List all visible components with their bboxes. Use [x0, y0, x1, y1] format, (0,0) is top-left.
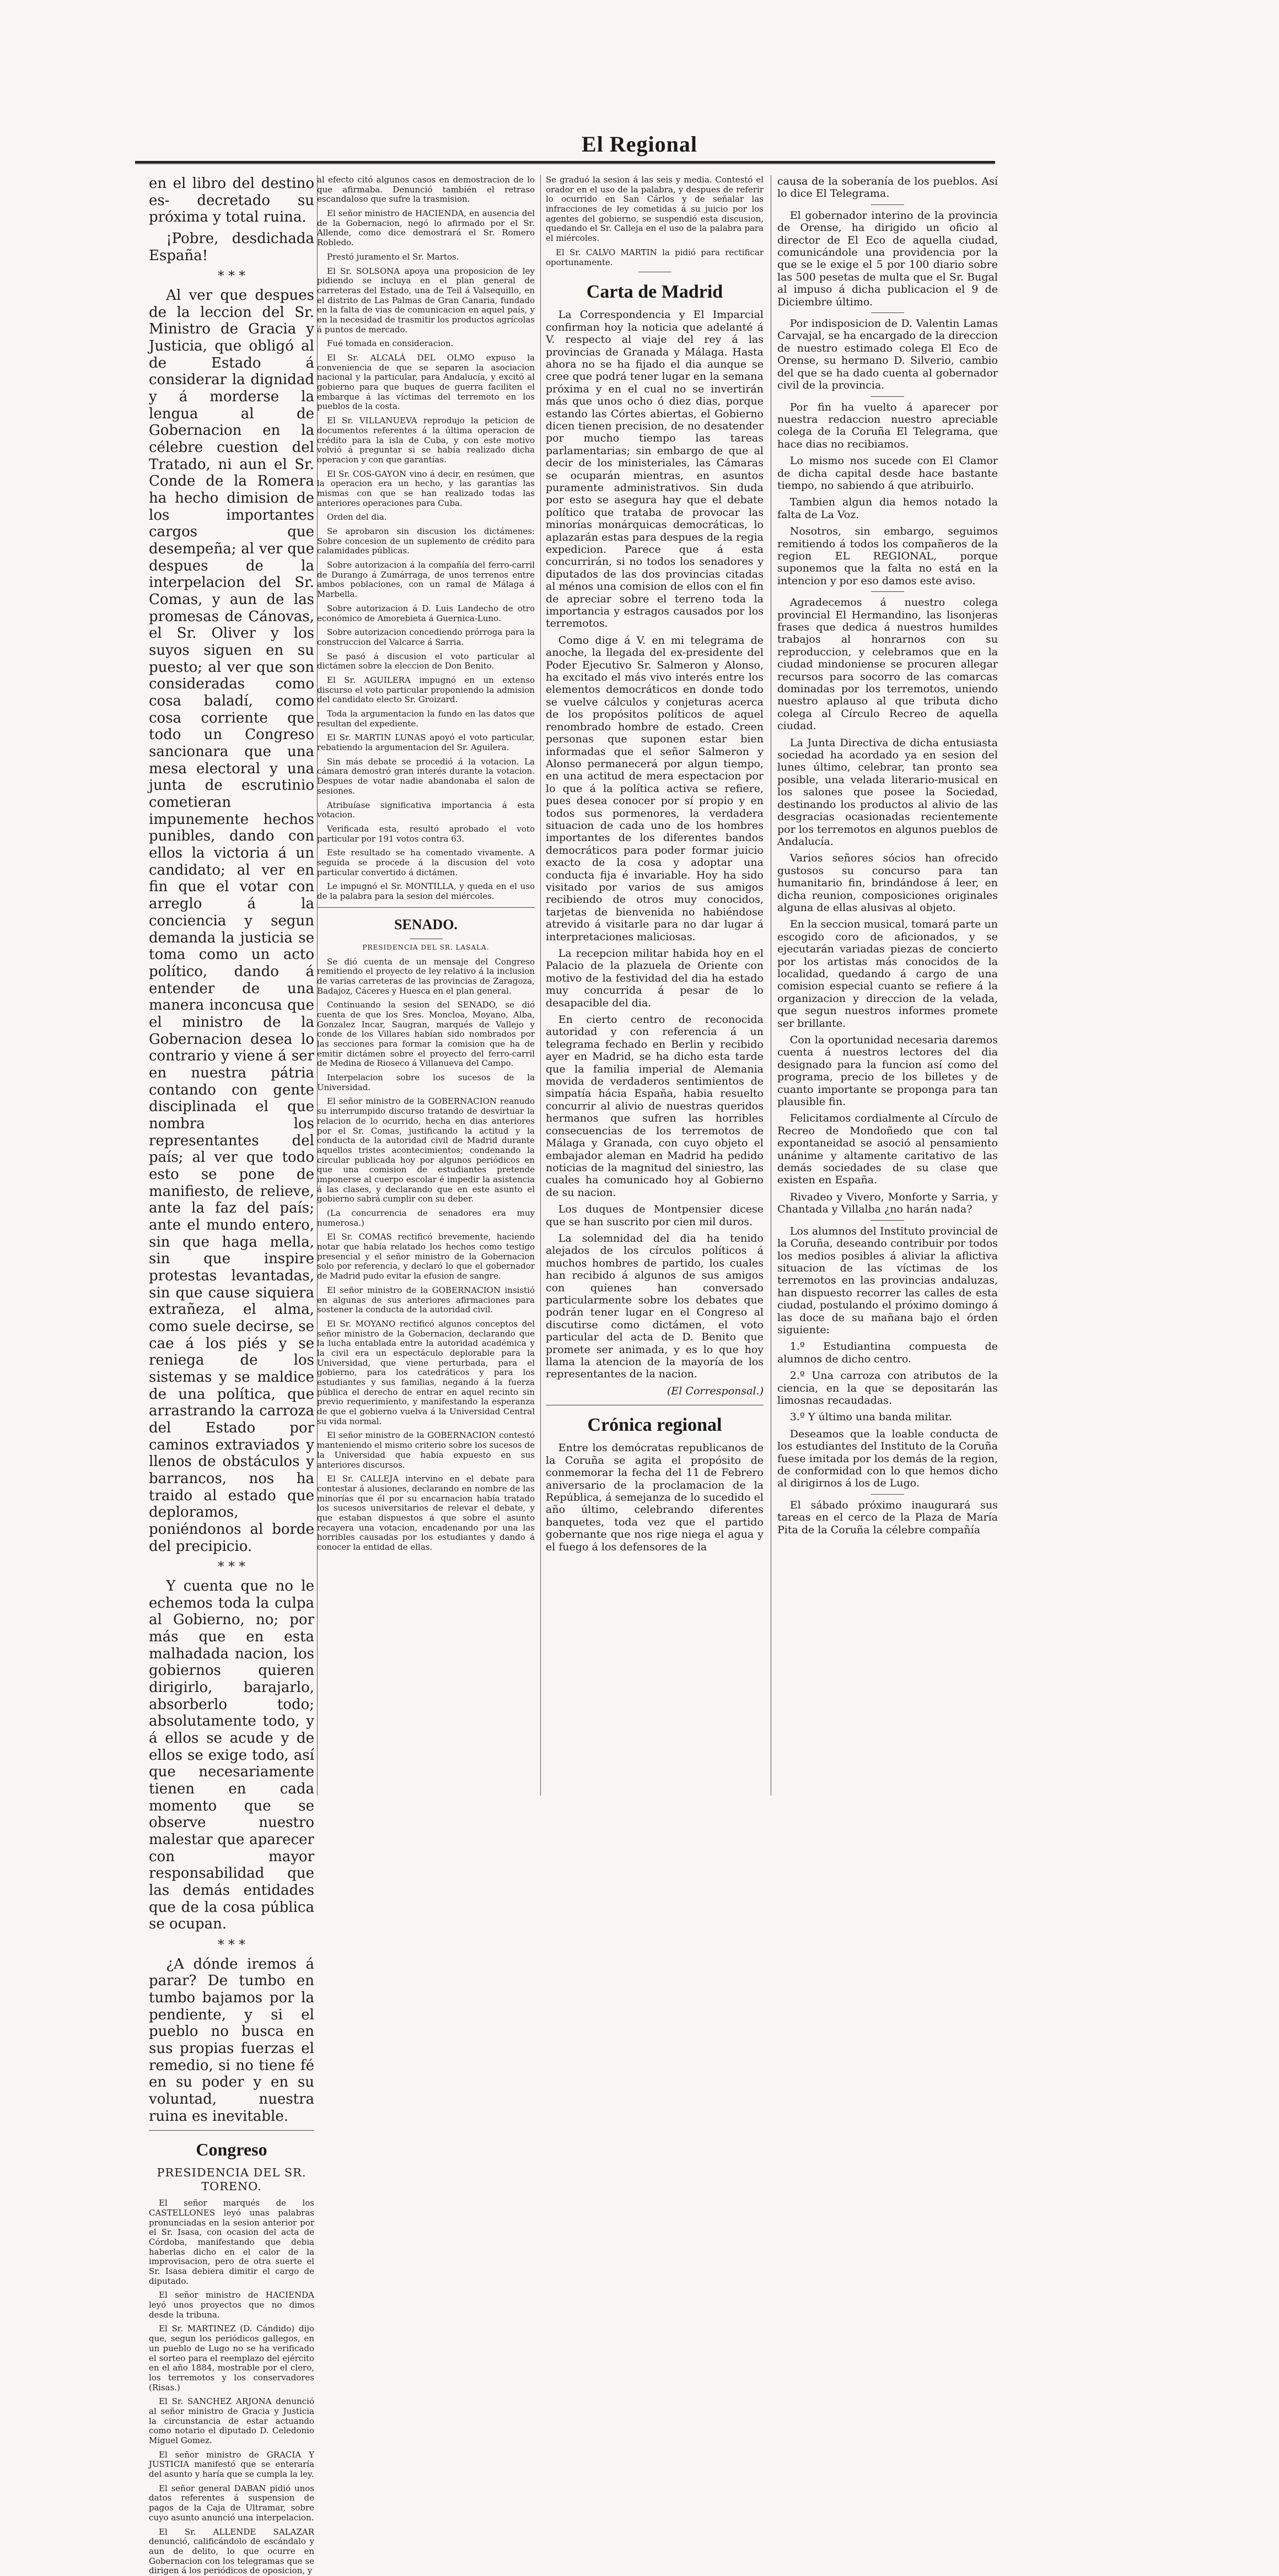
paragraph: El Sr. ALLENDE SALAZAR denunció, calificándolo de escándalo y aun de delito, lo que ocurre en Gobernacion con los telegramas que se dirigen á los periódicos de oposicion, y [149, 2526, 314, 2576]
paragraph: El señor ministro de HACIENDA leyó unos proyectos que no dimos desde la tribuna. [149, 2290, 314, 2320]
paragraph: Se pasó á discusion el voto particular al dictámen sobre la eleccion de Don Benito. [317, 651, 535, 671]
paragraph: La Junta Directiva de dicha entusiasta sociedad ha acordado ya en sesion del lunes último, celebrar, tan pronto sea posible, una velada literario-musical en los salones que posee la Sociedad, destinando los productos al alivio de las desgracias ocasionadas recientemente por los terremotos en algunos pueblos de Andalucía. [777, 736, 998, 848]
paragraph: El sábado próximo inaugurará sus tareas en el cerco de la Plaza de María Pita de la Coruña la célebre compañía [777, 1499, 998, 1536]
paragraph: Y cuenta que no le echemos toda la culpa al Gobierno, no; por más que en esta malhadada nacion, los gobiernos quieren dirigirlo, barajarlo, absorberlo todo; absolutamente todo, y á ellos se acude y de ellos se exige todo, así que necesariamente tienen en cada momento que se observe nuestro malestar que aparecer con mayor responsabilidad que las demás entidades que de la cosa pública se ocupan. [149, 1577, 314, 1933]
paragraph: causa de la soberanía de los pueblos. Así lo dice El Telegrama. [777, 175, 998, 200]
paragraph: (La concurrencia de senadores era muy numerosa.) [317, 1208, 535, 1228]
paragraph: El Sr. CALVO MARTIN la pidió para rectificar oportunamente. [546, 247, 764, 267]
signature: (El Corresponsal.) [667, 1384, 764, 1397]
paragraph: Por fin ha vuelto á aparecer por nuestra redaccion nuestro apreciable colega de la Coruña El Telegrama, que hace dias no recibiamos. [777, 401, 998, 450]
paragraph: El señor ministro de HACIENDA, en ausencia del de la Gobernacion, negó lo afirmado por el Sr. Allende, como dice demostrará el Sr. Romero Robledo. [317, 208, 535, 248]
divider [871, 1494, 904, 1495]
header-rule [135, 161, 995, 164]
paragraph: Varios señores sócios han ofrecido gustosos su concurso para tan humanitario fin, brindándose á leer, en dicha reunion, composiciones originales alguna de ellas alusivas al objeto. [777, 852, 998, 914]
divider [871, 591, 904, 592]
divider [871, 204, 904, 205]
paragraph: La recepcion militar habida hoy en el Palacio de la plazuela de Oriente con motivo de la festividad del dia ha estado muy concurrida á pesar de lo desapacible del dia. [546, 947, 764, 1009]
section-title-senado: SENADO. [394, 916, 458, 933]
paragraph: La Correspondencia y El Imparcial confirman hoy la noticia que adelanté á V. respecto al viaje del rey á las provincias de Granada y Málaga. Hasta ahora no se ha fijado el dia aunque se cree que podrá tener lugar en la semana próxima y en el cual no se invertirán más que unos ocho ó diez dias, porque estando las Córtes abiertas, el Gobierno dicen tienen precision, de no desatender por mucho tiempo las tareas parlamentarias; sin embargo de que al decir de los ministeriales, las Cámaras se ocuparán mientras, en asuntos puramente administrativos. Sin duda por esto se asegura hay que el debate político que trataba de provocar las minorías monárquicas democráticas, lo aplazarán estas para despues de la regia expedicion. Parece que á esta concurrirán, si no todos los senadores y diputados de las dos provincias citadas al ménos una comision de ellos con el fin de apreciar sobre el terreno toda la importancia y estragos causados por los terremotos. [546, 309, 764, 630]
paragraph: en el libro del destino es- decretado su próxima y total ruina. [149, 175, 314, 226]
paragraph: Verificada esta, resultó aprobado el voto particular por 191 votos contra 63. [317, 823, 535, 844]
divider [871, 396, 904, 397]
paragraph: ¿A dónde iremos á parar? De tumbo en tumbo bajamos por la pendiente, y si el pueblo no busca en sus propias fuerzas el remedio, si no tiene fé en su poder y en su voluntad, nuestra ruina es inevitable. [149, 1955, 314, 2125]
masthead: El Regional [582, 132, 697, 157]
paragraph: Agradecemos á nuestro colega provincial El Hermandino, las lisonjeras frases que dedica á nuestros humildes trabajos al honrarnos con su reproduccion, y celebramos que en la ciudad mindoniense se procuren allegar recursos para socorro de las comarcas dominadas por los terremotos, uniendo nuestro aplauso al que tributa dicho colega al Círculo Recreo de aquella ciudad. [777, 596, 998, 732]
section-subtitle: PRESIDENCIA DEL SR. LASALA. [362, 944, 490, 952]
paragraph: La solemnidad del dia ha tenido alejados de los círculos políticos á muchos hombres de partido, los cuales han recibido á algunos de sus amigos con quienes han conversado particularmente sobre los debates que podrán tener lugar en el Congreso al discutirse como dictámen, el voto particular del acta de D. Benito que promete ser animada, y es lo que hoy llama la atencion de la mayoría de los representantes de la nacion. [546, 1232, 764, 1381]
paragraph: Sin más debate se procedió á la votacion. La cámara demostró gran interés durante la votacion. Despues de votar nadie abandonaba el salon de sesiones. [317, 756, 535, 796]
section-title-carta: Carta de Madrid [586, 282, 723, 303]
divider [149, 2130, 314, 2131]
paragraph: Entre los demócratas republicanos de la Coruña se agita el propósito de conmemorar la fecha del 11 de Febrero aniversario de la proclamacion de la República, á semejanza de lo sucedido el año último, celebrando diferentes banquetes, toda vez que el partido gobernante que nos rige niega el agua y el fuego á los defensores de la [546, 1442, 764, 1553]
divider [317, 907, 535, 908]
paragraph: En la seccion musical, tomará parte un escogido coro de aficionados, y se ejecutarán variadas piezas de concierto por los artistas más conocidos de la localidad, quedando á cargo de una comision especial cuanto se refiere á la organizacion y direccion de la velada, que segun nuestros informes promete ser brillante. [777, 918, 998, 1030]
paragraph: 3.º Y último una banda militar. [789, 1411, 953, 1424]
paragraph: Atribuíase significativa importancia á esta votacion. [317, 800, 535, 820]
paragraph: Tambien algun dia hemos notado la falta de La Voz. [777, 496, 998, 521]
paragraph: Deseamos que la loable conducta de los estudiantes del Instituto de la Coruña fuese imitada por los demás de la region, de conformidad con lo que hemos dicho al dirigirnos á los de Lugo. [777, 1427, 998, 1490]
section-stars: * * * [218, 268, 245, 284]
paragraph: Sobre autorizacion á la compañía del ferro-carril de Durango á Zumárraga, de unos terrenos entre ambos poblaciones, con un ramal de Málaga á Marbella. [317, 560, 535, 600]
paragraph: 2.º Una carroza con atributos de la ciencia, en la que se depositarán las limosnas recaudadas. [777, 1370, 998, 1406]
paragraph: El Sr. SANCHEZ ARJONA denunció al señor ministro de Gracia y Justicia la circunstancia de estar actuando como notario el diputado D. Celedonio Miguel Gomez. [149, 2396, 314, 2446]
paragraph: Lo mismo nos sucede con El Clamor de dicha capital desde hace bastante tiempo, no sabiendo á que atribuirlo. [777, 455, 998, 492]
paragraph: Los alumnos del Instituto provincial de la Coruña, deseando contribuir por todos los medios posibles á aliviar la aflictiva situacion de las víctimas de los terremotos en las provincias andaluzas, han dispuesto recorrer las calles de esta ciudad, postulando el próximo domingo á las doce de su mañana bajo el órden siguiente: [777, 1225, 998, 1336]
paragraph: al efecto citó algunos casos en demostracion de lo que afirmaba. Denunció también el retraso escandaloso que sufre la trasmision. [317, 175, 535, 204]
paragraph: El gobernador interino de la provincia de Orense, ha dirigido un oficio al director de El Eco de aquella ciudad, comunicándole una providencia por la que se le exige el 5 por 100 diario sobre las 500 pesetas de multa que el Sr. Bugal al impuso á dicha publicacion el 9 de Diciembre último. [777, 209, 998, 308]
section-title-congreso: Congreso [196, 2140, 267, 2160]
paragraph: El Sr. MARTINEZ (D. Cándido) dijo que, segun los periódicos gallegos, en un pueblo de Lugo no se ha verificado el sorteo para el reemplazo del ejército en el año 1884, mostrable por el clero, los terremotos y los conservadores (Risas.) [149, 2324, 314, 2392]
paragraph: El Sr. MARTIN LUNAS apoyó el voto particular, rebatiendo la argumentacion del Sr. Aguilera. [317, 732, 535, 753]
paragraph: El señor general DABAN pidió unos datos referentes á suspension de pagos de la Caja de Ultramar, sobre cuyo asunto anunció una interpelacion. [149, 2483, 314, 2523]
divider [871, 312, 904, 313]
divider [871, 1220, 904, 1221]
section-stars: * * * [218, 1937, 245, 1953]
paragraph: Se aprobaron sin discusion los dictámenes: Sobre concesion de un suplemento de crédito para calamidades públicas. [317, 526, 535, 556]
paragraph: Sobre autorizacion concediendo prórroga para la construccion del Valcarce á Sarria. [317, 627, 535, 647]
section-title-cronica: Crónica regional [587, 1415, 722, 1436]
paragraph: El Sr. AGUILERA impugnó en un extenso discurso el voto particular proponiendo la admision del candidato electo Sr. Groizard. [317, 675, 535, 705]
paragraph: El Sr. COS-GAYON vino á decir, en resúmen, que la operacion era un hecho, y las garantías las mismas con que se han realizado todas las anteriores operaciones para Cuba. [317, 468, 535, 508]
paragraph: Fué tomada en consideracion. [327, 338, 454, 349]
paragraph: Le impugnó el Sr. MONTILLA, y queda en el uso de la palabra para la sesion del miércoles. [317, 881, 535, 901]
paragraph: Este resultado se ha comentado vivamente. A seguida se procede á la discusion del voto particular convertido á dictámen. [317, 848, 535, 877]
column-2 [317, 175, 535, 1807]
paragraph: Como dige á V. en mi telegrama de anoche, la llegada del ex-presidente del Poder Ejecutivo Sr. Salmeron y Alonso, ha excitado el más vivo interés entre los elementos democráticos en donde todo se vuelve cálculos y conjeturas acerca de los propósitos políticos de aquel renombrado hombre de estado. Creen personas que suponen estar bien informadas que el señor Salmeron y Alonso permanecerá por algun tiempo, en una actitud de mera espectacion por lo que á la política activa se refiere, pues desea conocer por sí propio y en todos sus pormenores, la verdadera situacion de cada uno de los hombres importantes de los diferentes bandos democráticos para poder formar juicio exacto de la cosa y adoptar una conducta fija é invariable. Hoy ha sido visitado por varios de sus amigos recibiendo de otros muy conocidos, tarjetas de bienvenida no habiéndose atrevido á visitarle para no dar lugar á interpretaciones maliciosas. [546, 634, 764, 943]
paragraph: El Sr. VILLANUEVA reprodujo la peticion de documentos referentes á la última operacion de crédito para la isla de Cuba, y con este motivo volvió á preguntar si se había realizado dicha operacion y con que garantías. [317, 416, 535, 465]
paragraph: El Sr. CALLEJA intervino en el debate para contestar á alusiones, declarando en nombre de las minorías que él por su encarnacion había tratado los sucesos universitarios de relevar el debate, y que estaban dispuestos á que sobre el asunto recayera una votacion, encadenando por una las horribles causadas por los estudiantes y dando á conocer la entidad de ellas. [317, 1474, 535, 1553]
paragraph: El Sr. ALCALÁ DEL OLMO expuso la conveniencia de que se separen la asociacion nacional y la particular, para Andalucía, y excitó al gobierno para que buques de guerra faciliten el embarque á las víctimas del terremoto en los pueblos de la costa. [317, 353, 535, 412]
paragraph: El Sr. MOYANO rectificó algunos conceptos del señor ministro de la Gobernacion, declarando que la lucha entablada entre la autoridad académica y la civil era un espectáculo deplorable para la Universidad, que viene perturbada, para el gobierno, para los catedráticos y para los estudiantes y sus familias, negando á la fuerza pública el derecho de entrar en aquel recinto sin previo requerimiento, y manifestando la esperanza de que el gobierno vuelva á la Universidad Central su vida normal. [317, 1318, 535, 1426]
paragraph: El Sr. COMAS rectificó brevemente, haciendo notar que había relatado los hechos como testigo presencial y el señor ministro de la Gobernacion solo por referencia, y declaró lo que el gobernador de Madrid pudo evitar la efusion de sangre. [317, 1232, 535, 1281]
section-stars: * * * [218, 1559, 245, 1575]
paragraph: Interpelacion sobre los sucesos de la Universidad. [317, 1073, 535, 1092]
section-subtitle: PRESIDENCIA DEL SR. TORENO. [157, 2166, 307, 2193]
paragraph: El señor marqués de los CASTELLONES leyó unas palabras pronunciadas en la sesion anterior por el Sr. Isasa, con ocasion del acta de Córdoba, manifestando que debia haberlas dicho en el calor de la improvisacion, pero de otra suerte el Sr. Isasa debiera dimitir el cargo de diputado. [149, 2198, 314, 2286]
margin-mark [1108, 187, 1114, 200]
paragraph: El señor ministro de la GOBERNACION reanudo su interrumpido discurso tratando de desvirtuar la relacion de lo ocurrido, hecha en dias anteriores por el Sr. Comas, justificando la actitud y la conducta de la autoridad civil de Madrid durante aquellos tristes acontecimientos; condenando la circular publicada hoy por algunos periódicos en que una comision de estudiantes pretende imponerse al cuerpo escolar é impedir la asistencia á las clases, y declarando que en este asunto el gobierno sabrá cumplir con su deber. [317, 1096, 535, 1204]
paragraph: Sobre autorizacion á D. Luis Landecho de otro económico de Amorebieta á Guernica-Luno. [317, 603, 535, 623]
column-4 [777, 175, 998, 1807]
paragraph: Se graduó la sesion á las seis y media. Contestó el orador en el uso de la palabra, y despues de referir lo ocurrido en San Cárlos y de señalar las infracciones de ley cometidas á su juicio por los agentes del gobierno, se suspendió esta discusion, quedando el Sr. Calleja en el uso de la palabra para el miércoles. [546, 175, 764, 244]
column-3 [546, 175, 764, 1807]
paragraph: Orden del dia. [327, 512, 387, 522]
paragraph: Con la oportunidad necesaria daremos cuenta á nuestros lectores del dia designado para la funcion así como del programa, precio de los billetes y de cuanto importante se proponga para tan plausible fin. [777, 1034, 998, 1108]
paragraph: Por indisposicion de D. Valentin Lamas Carvajal, se ha encargado de la direccion de nuestro estimado colega El Eco de Orense, su hermano D. Silverio, cambio del que se ha dado cuenta al gobernador civil de la provincia. [777, 317, 998, 392]
paragraph: Prestó juramento el Sr. Martos. [327, 251, 459, 262]
paragraph: El señor ministro de la GOBERNACION contestó manteniendo el mismo criterio sobre los sucesos de la Universidad que había expuesto en sus anteriores discursos. [317, 1430, 535, 1470]
column-1 [149, 175, 314, 2576]
paragraph: Felicitamos cordialmente al Círculo de Recreo de Mondoñedo que con tal expontaneidad se asoció al pensamiento unánime y altamente caritativo de las demás sociedades de su clase que existen en España. [777, 1112, 998, 1187]
paragraph: Rivadeo y Vivero, Monforte y Sarria, y Chantada y Villalba ¿no harán nada? [777, 1190, 998, 1216]
paragraph: El señor ministro de la GOBERNACION insistió en algunas de sus anteriores afirmaciones para sostener la conducta de la autoridad civil. [317, 1285, 535, 1315]
paragraph: Se dió cuenta de un mensaje del Congreso remitiendo el proyecto de ley relativo á la inclusion de varias carreteras de las provincias de Zaragoza, Badajoz, Cáceres y Huesca en el plan general. [317, 956, 535, 996]
paragraph: En cierto centro de reconocida autoridad y con referencia á un telegrama fechado en Berlin y recibido ayer en Madrid, se ha dicho esta tarde que la familia imperial de Alemania movida de verdaderos sentimientos de simpatía hácia España, habia resuelto concurrir al alivio de nuestras queridos hermanos que sufren las horribles consecuencias de los terremotos de Málaga y Granada, con cuyo objeto el embajador aleman en Madrid ha pedido noticias de la magnitud del siniestro, las cuales ha comunicado hoy al Gobierno de su nacion. [546, 1014, 764, 1199]
paragraph: 1.º Estudiantina compuesta de alumnos de dicho centro. [777, 1340, 998, 1365]
paragraph: El señor ministro de GRACIA Y JUSTICIA manifestó que se enteraría del asunto y haría que se cumpla la ley. [149, 2449, 314, 2480]
paragraph: Nosotros, sin embargo, seguimos remitiendo á todos los compañeros de la region EL REGIONAL, porque suponemos que la falta no está en la intencion y por eso damos este aviso. [777, 525, 998, 587]
paragraph: Al ver que despues de la leccion del Sr. Ministro de Gracia y Justicia, que obligó al de Estado á considerar la dignidad y á morderse la lengua al de Gobernacion en la célebre cuestion del Tratado, ni aun el Sr. Conde de la Romera ha hecho dimision de los importantes cargos que desempeña; al ver que despues de la interpelacion del Sr. Comas, y aun de las promesas de Cánovas, el Sr. Oliver y los suyos siguen en su puesto; al ver que son consideradas como cosa baladí, como cosa corriente que todo un Congreso sancionara que una mesa electoral y una junta de escrutinio cometieran impunemente hechos punibles, dando con ellos la victoria á un candidato; al ver en fin que el votar con arreglo á la conciencia y segun demanda la justicia se toma como un acto político, dando á entender de una manera inconcusa que el ministro de la Gobernacion desea lo contrario y viene á ser en nuestra pátria contando con gente disciplinada el que nombra los representantes del país; al ver que todo esto se pone de manifiesto, de relieve, ante la faz del país; ante el mundo entero, sin que haga mella, sin que inspire protestas levantadas, sin que cause siquiera extrañeza, el alma, como suele decirse, se cae á los piés y se reniega de los sistemas y se maldice de una política, que arrastrando la carroza del Estado por caminos extraviados y llenos de obstáculos y barrancos, nos ha traido al estado que deploramos, poniéndonos al borde del precipicio. [149, 287, 314, 1555]
paragraph: Continuando la sesion del SENADO, se dió cuenta de que los Sres. Moncloa, Moyano, Alba, Gonzalez Incar, Saugran, marqués de Vallejo y conde de los Villares habían sido nombrados por las secciones para formar la comision que ha de emitir dictámen sobre el proyecto del ferro-carril de Medina de Rioseco á Villanueva del Campo. [317, 1000, 535, 1069]
column-divider [540, 175, 541, 1796]
paragraph: ¡Pobre, desdichada España! [149, 230, 314, 264]
paragraph: Toda la argumentacion la fundo en las datos que resultan del expediente. [317, 709, 535, 729]
paragraph: El Sr. SOLSONA apoya una proposicion de ley pidiendo se incluya en el plan general de carreteras del Estado, una de Teil á Valsequillo, en el distrito de Las Palmas de Gran Canaria, fundado en la falta de vias de comunicacion en aquel país, y en la necesidad de trasmitir los productos agrícolas á puntos de mercado. [317, 266, 535, 335]
paragraph: Los duques de Montpensier dicese que se han suscrito por cien mil duros. [546, 1203, 764, 1228]
